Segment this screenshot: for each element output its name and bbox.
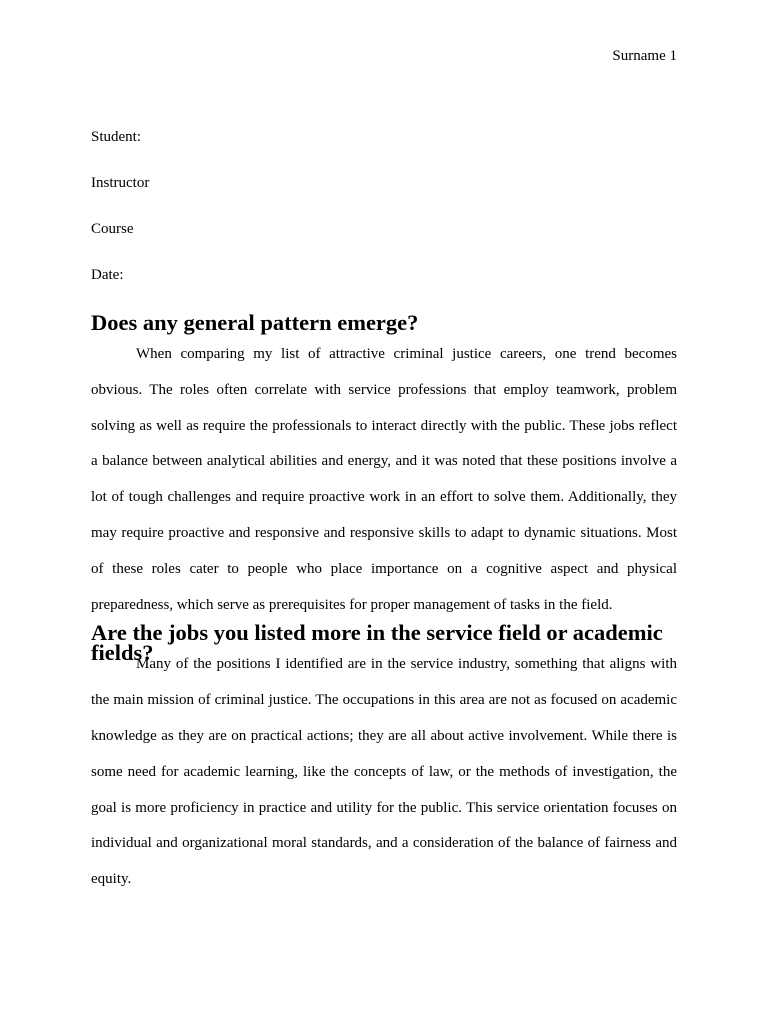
- course-line: Course: [91, 221, 134, 237]
- section-paragraph: When comparing my list of attractive criminal justice careers, one trend becomes obvious. The roles often correlate with service professions that employ teamwork, problem solving as well as require the professionals to interact directly with the public. These jobs reflect a balance between analytical abilities and energy, and it was noted that these positions involve a lot of tough challenges and require proactive work in an effort to solve them. Additionally, they may require proactive and responsive and responsive skills to adapt to dynamic situations. Most of these roles cater to people who place importance on a cognitive aspect and physical preparedness, which serve as prerequisites for proper management of tasks in the field.: [91, 346, 677, 613]
- running-head: Surname 1: [612, 48, 677, 64]
- instructor-line: Instructor: [91, 175, 150, 191]
- section-heading: Does any general pattern emerge?: [91, 310, 419, 335]
- document-body: [91, 127, 677, 898]
- student-line: Student:: [91, 129, 142, 145]
- section-paragraph: Many of the positions I identified are in the service industry, something that aligns with the main mission of criminal justice. The occupations in this area are not as focused on academic knowledge as they are on practical actions; they are all about active involvement. While there is some need for academic learning, like the concepts of law, or the methods of investigation, the goal is more proficiency in practice and utility for the public. This service orientation focuses on individual and organizational moral standards, and a consideration of the balance of fairness and equity.: [91, 656, 677, 888]
- date-line: Date:: [91, 267, 124, 283]
- section-heading: Are the jobs you listed more in the service field or academic fields?: [91, 620, 663, 666]
